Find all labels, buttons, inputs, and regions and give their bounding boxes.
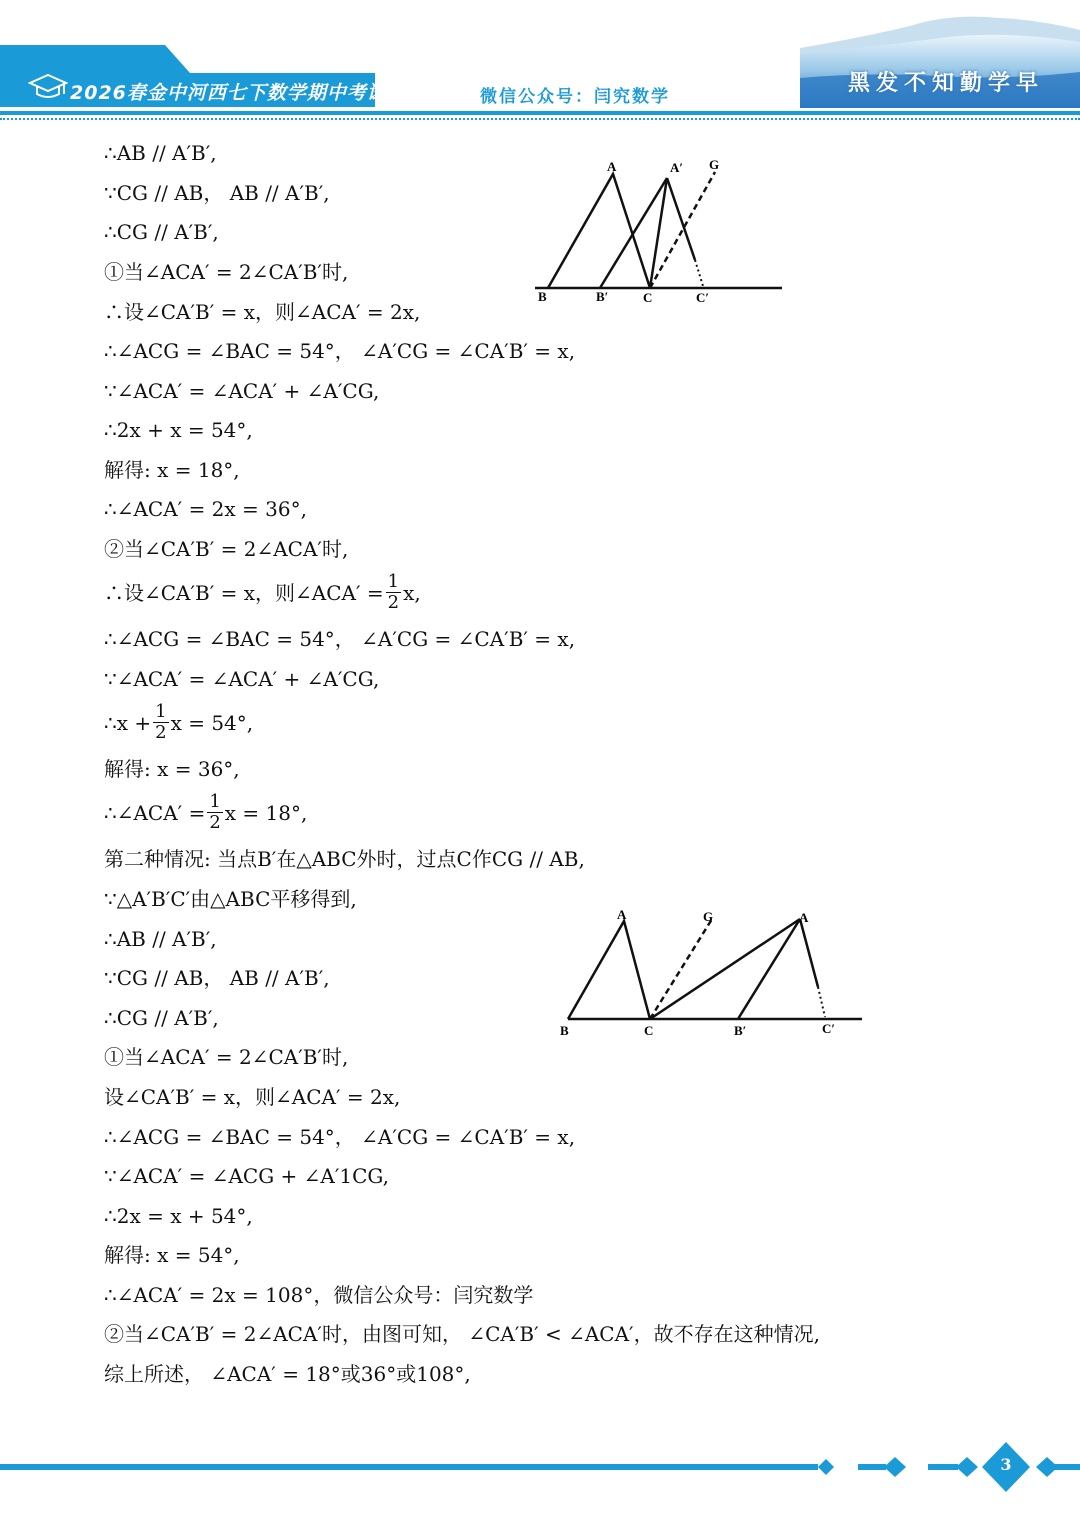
- fraction-denominator: 2: [387, 592, 400, 613]
- page-footer: [0, 1440, 1080, 1510]
- solution-line: ∴设∠CA′B′ = x，则∠ACA′ = 2x,: [104, 300, 421, 324]
- solution-line: ∵∠ACA′ = ∠ACG + ∠A′1CG,: [104, 1164, 390, 1188]
- line-text-after: x,: [403, 581, 421, 605]
- solution-line: [104, 701, 254, 745]
- figure-1: [530, 150, 790, 310]
- line-text-after: x = 18°,: [224, 801, 308, 825]
- figure-2: [550, 905, 870, 1045]
- line-text-before: ∴设∠CA′B′ = x，则∠ACA′ =: [104, 581, 384, 605]
- solution-line: 第二种情况: 当点B′在△ABC外时，过点C作CG // AB,: [104, 847, 585, 871]
- fig1-label-a-prime: A′: [670, 160, 684, 175]
- solution-line: [104, 571, 421, 615]
- solution-line: ∴∠ACG = ∠BAC = 54°， ∠A′CG = ∠CA′B′ = x,: [104, 339, 576, 363]
- solution-line: ∴CG // A′B′,: [104, 1006, 219, 1030]
- fraction: [153, 702, 168, 743]
- solution-line: ∴∠ACG = ∠BAC = 54°， ∠A′CG = ∠CA′B′ = x,: [104, 1125, 576, 1149]
- fig1-label-b-prime: B′: [596, 289, 609, 304]
- fraction-denominator: 2: [155, 722, 167, 743]
- solution-line: ∴AB // A′B′,: [104, 927, 217, 951]
- fig2-label-c-prime: C′: [822, 1021, 836, 1036]
- solution-line: ②当∠CA′B′ = 2∠ACA′时，由图可知， ∠CA′B′ < ∠ACA′，故不存在这种情况,: [104, 1322, 820, 1346]
- fig2-label-b-prime: B′: [734, 1023, 747, 1038]
- solution-line: ∵△A′B′C′由△ABC平移得到,: [104, 887, 357, 911]
- fig1-label-b: B: [538, 289, 547, 304]
- solution-line: 解得: x = 36°,: [104, 757, 240, 781]
- solution-line: ∵CG // AB， AB // A′B′,: [104, 966, 330, 990]
- fig2-label-b: B: [560, 1023, 569, 1038]
- graduation-cap-icon: [28, 72, 68, 102]
- fraction: [386, 572, 401, 613]
- fig2-label-c: C: [644, 1023, 654, 1038]
- solution-line: ∵∠ACA′ = ∠ACA′ + ∠A′CG,: [104, 667, 380, 691]
- solution-line: 解得: x = 54°,: [104, 1243, 240, 1267]
- solution-line: ①当∠ACA′ = 2∠CA′B′时,: [104, 1045, 349, 1069]
- solution-line: 综上所述， ∠ACA′ = 18°或36°或108°,: [104, 1362, 471, 1386]
- fig1-label-g: G: [709, 157, 720, 172]
- fig2-label-a: A: [617, 907, 627, 922]
- solution-line: [104, 791, 308, 835]
- motto: 黑发不知勤学早: [848, 71, 1045, 96]
- fig2-label-g: G: [703, 909, 714, 924]
- fraction-denominator: 2: [209, 812, 221, 833]
- fig1-label-c: C: [643, 290, 653, 305]
- solution-line: 设∠CA′B′ = x，则∠ACA′ = 2x,: [104, 1085, 401, 1109]
- wechat-account: 微信公众号：闫究数学: [480, 87, 670, 107]
- fraction-numerator: 1: [155, 701, 167, 722]
- solution-line: ∴∠ACG = ∠BAC = 54°， ∠A′CG = ∠CA′B′ = x,: [104, 627, 576, 651]
- fig1-label-a: A: [607, 159, 617, 174]
- solution-line: ∴CG // A′B′,: [104, 220, 219, 244]
- exam-title: 2026春金中河西七下数学期中考试: [70, 82, 387, 104]
- solution-line: ∴∠ACA′ = 2x = 108°，微信公众号：闫究数学: [104, 1283, 534, 1307]
- solution-line: ∴AB // A′B′,: [104, 141, 217, 165]
- solution-line: ∴2x + x = 54°,: [104, 418, 253, 442]
- fraction-numerator: 1: [387, 571, 400, 592]
- fig2-label-a-prime: A: [799, 910, 809, 925]
- solution-line: ①当∠ACA′ = 2∠CA′B′时,: [104, 260, 349, 284]
- page-number: 3: [1000, 1455, 1012, 1474]
- page-header: [0, 0, 1080, 125]
- line-text-after: x = 54°,: [170, 711, 254, 735]
- fraction: [207, 792, 222, 833]
- fig1-label-c-prime: C′: [696, 290, 710, 305]
- line-text-before: ∴∠ACA′ =: [104, 801, 206, 825]
- fraction-numerator: 1: [209, 791, 221, 812]
- solution-line: ∴∠ACA′ = 2x = 36°,: [104, 497, 307, 521]
- line-text-before: ∴x +: [104, 711, 152, 735]
- solution-line: ∵∠ACA′ = ∠ACA′ + ∠A′CG,: [104, 379, 380, 403]
- header-rule: [0, 111, 1080, 115]
- solution-line: ∵CG // AB， AB // A′B′,: [104, 181, 330, 205]
- solution-line: 解得: x = 18°,: [104, 458, 240, 482]
- solution-line: ∴2x = x + 54°,: [104, 1204, 253, 1228]
- solution-line: ②当∠CA′B′ = 2∠ACA′时,: [104, 537, 349, 561]
- header-dotted-rule: [0, 118, 1080, 120]
